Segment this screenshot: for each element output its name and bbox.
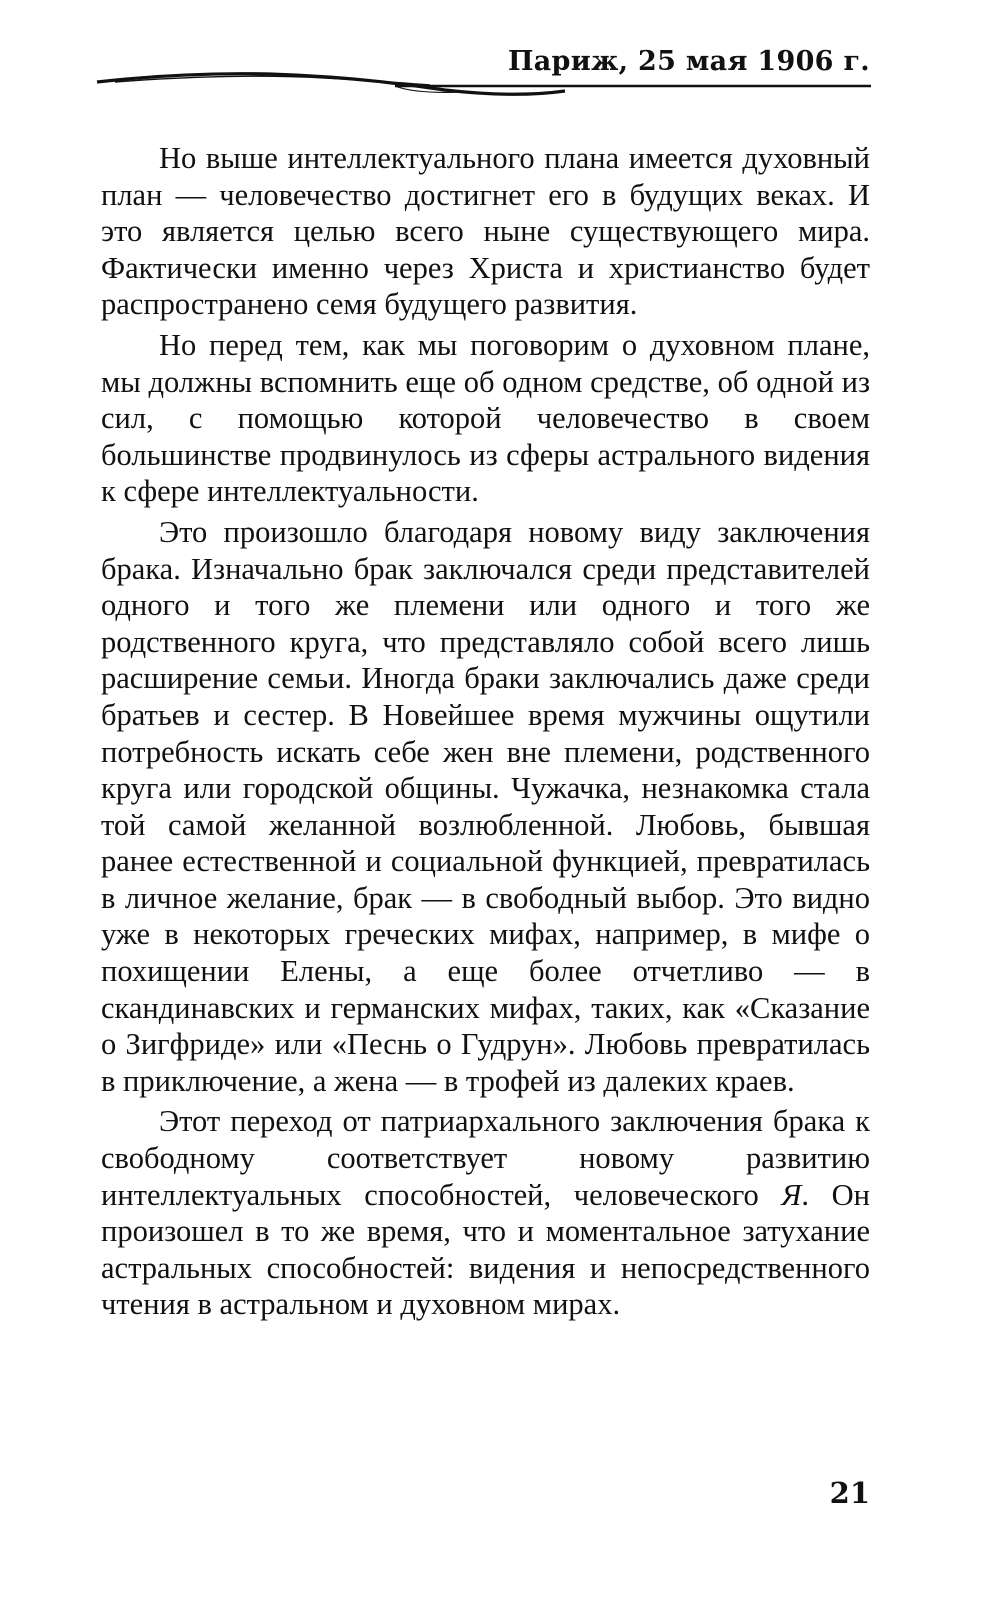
body-text [101, 140, 870, 1327]
italic-term: Я [781, 1177, 802, 1212]
paragraph-text-end: . Он произошел в то же время, что и моментальное затухание астральных способностей: видения и непосредственного чтения в астральном и духовном мирах. [101, 1177, 870, 1322]
paragraph: Это произошло благодаря новому виду заключения брака. Изначально брак заключался среди представителей одного и того же племени или одного и того же родственного круга, что представляло собой всего лишь расширение семьи. Иногда браки заключались даже среди братьев и сестер. В Новейшее время мужчины ощутили потребность искать себе жен вне племени, родственного круга или городской общины. Чужачка, незнакомка стала той самой желанной возлюбленной. Любовь, бывшая ранее естественной и социальной функцией, превратилась в личное желание, брак — в свободный выбор. Это видно уже в некоторых греческих мифах, например, в мифе о похищении Елены, а еще более отчетливо — в скандинавских и германских мифах, таких, как «Сказание о Зигфриде» или «Песнь о Гудрун». Любовь превратилась в приключение, а жена — в трофей из далеких краев. [101, 514, 870, 1098]
running-head-title: Париж, 25 мая 1906 г. [507, 46, 870, 77]
paragraph [101, 1103, 870, 1323]
page-number: 21 [829, 1476, 870, 1510]
paragraph: Но выше интеллектуального плана имеется духовный план — человечество достигнет его в будущих веках. И это является целью всего ныне существующего мира. Фактически именно через Христа и христианство будет распространено семя будущего развития. [101, 141, 870, 322]
paragraph: Но перед тем, как мы поговорим о духовном плане, мы должны вспомнить еще об одном средстве, об одной из сил, с помощью которой человечество в своем большинстве продвинулось из сферы астрального видения к сфере интеллектуальности. [101, 327, 870, 509]
paragraph-text-start: Этот переход от патриархального заключения брака к свободному соответствует новому развитию интеллектуальных способностей, человеческого [101, 1104, 870, 1212]
header-ornamental-rule [95, 70, 875, 100]
